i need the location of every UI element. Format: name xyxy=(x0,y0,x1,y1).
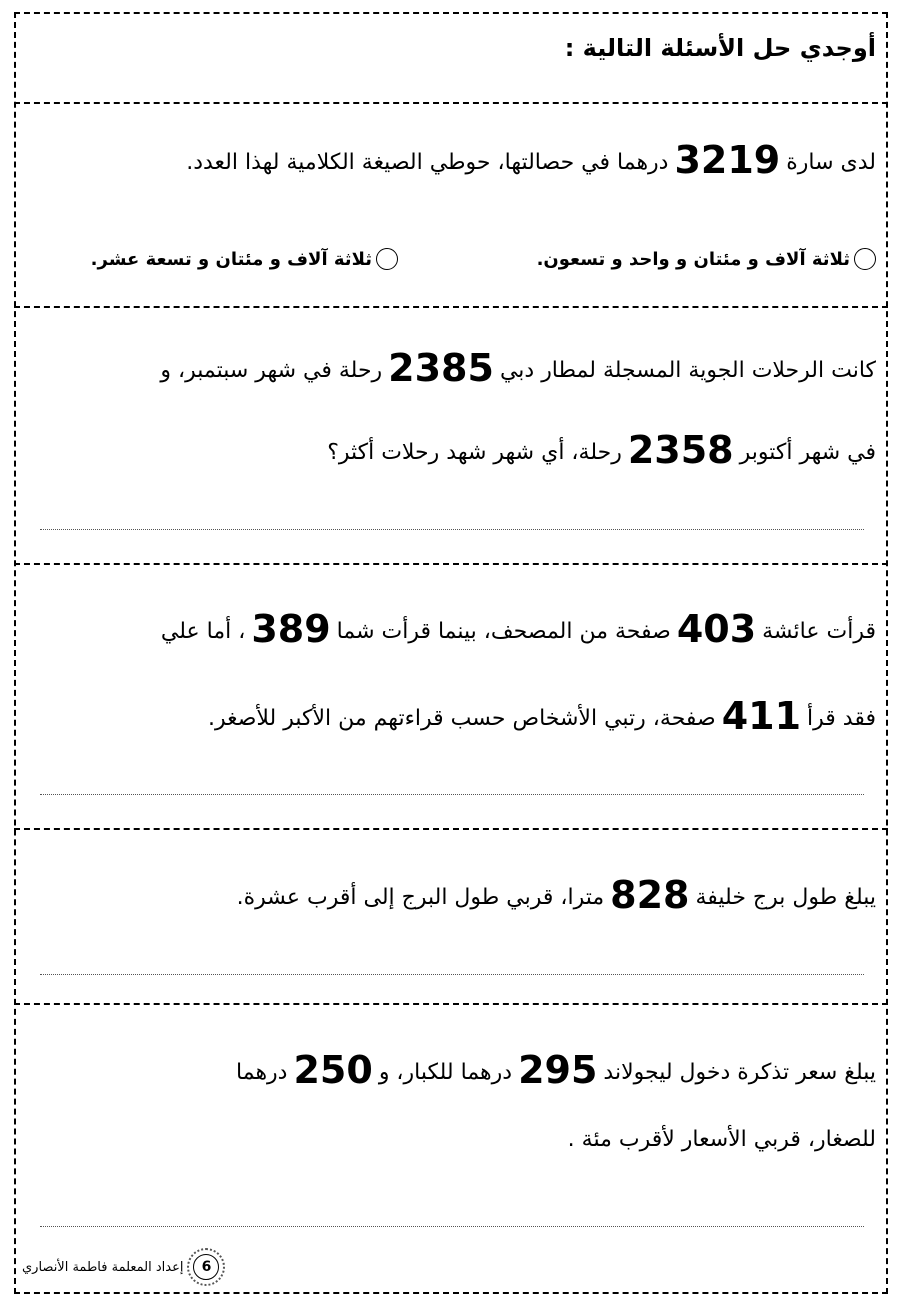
answer-line[interactable] xyxy=(40,974,864,975)
q2-text: كانت الرحلات الجوية المسجلة لمطار دبي xyxy=(499,358,876,383)
section-divider xyxy=(14,1003,888,1005)
q3-text: ، أما علي xyxy=(160,619,246,644)
question-3-line-1 xyxy=(161,609,876,652)
q2-number-september: 2385 xyxy=(388,346,494,390)
page-number: 6 xyxy=(193,1254,219,1280)
q5-text: درهما xyxy=(236,1060,288,1085)
answer-line[interactable] xyxy=(40,529,864,530)
section-divider xyxy=(14,102,888,104)
answer-line[interactable] xyxy=(40,1226,864,1227)
q3-number-shamma: 389 xyxy=(251,607,331,651)
q1-number: 3219 xyxy=(674,138,781,182)
question-5 xyxy=(30,1024,876,1234)
question-4-text xyxy=(237,875,876,918)
page-number-badge xyxy=(187,1248,225,1286)
answer-line[interactable] xyxy=(40,794,864,795)
author-credit: إعداد المعلمة فاطمة الأنصاري xyxy=(22,1259,184,1275)
q2-number-october: 2358 xyxy=(627,428,734,472)
q3-number-aisha: 403 xyxy=(676,607,757,651)
q3-text: صفحة من المصحف، بينما قرأت شما xyxy=(336,619,671,644)
radio-option-a[interactable] xyxy=(854,248,876,270)
q2-text: رحلة في شهر سبتمبر، و xyxy=(160,358,383,383)
q4-number: 828 xyxy=(610,873,690,917)
q5-number-adult: 295 xyxy=(518,1048,598,1092)
q2-text: رحلة، أي شهر شهد رحلات أكثر؟ xyxy=(327,440,622,465)
question-2 xyxy=(30,326,876,556)
question-1-text xyxy=(186,140,876,183)
q4-text: يبلغ طول برج خليفة xyxy=(695,885,876,910)
section-divider xyxy=(14,306,888,308)
q1-options xyxy=(30,248,876,288)
heading-text: أوجدي حل الأسئلة التالية : xyxy=(564,34,876,62)
q4-text: مترا، قربي طول البرج إلى أقرب عشرة. xyxy=(236,885,605,910)
q3-number-ali: 411 xyxy=(721,694,802,738)
question-3 xyxy=(30,584,876,824)
page-footer xyxy=(22,1248,225,1286)
option-a-label: ثلاثة آلاف و مئتان و واحد و تسعون. xyxy=(536,248,850,270)
q1-text-before: لدى سارة xyxy=(786,150,876,175)
question-3-line-2 xyxy=(208,696,876,739)
question-5-line-2: للصغار، قربي الأسعار لأقرب مئة . xyxy=(567,1127,876,1152)
section-divider xyxy=(14,828,888,830)
question-2-line-1 xyxy=(160,348,876,391)
question-1 xyxy=(30,140,876,290)
question-4 xyxy=(30,850,876,1000)
q1-text-after: درهما في حصالتها، حوطي الصيغة الكلامية لهذا العدد. xyxy=(186,150,669,175)
option-b[interactable] xyxy=(91,248,398,270)
worksheet-heading xyxy=(30,34,876,78)
q3-text: صفحة، رتبي الأشخاص حسب قراءتهم من الأكبر للأصغر. xyxy=(207,706,716,731)
question-2-line-2 xyxy=(327,430,876,473)
q5-text: يبلغ سعر تذكرة دخول ليجولاند xyxy=(603,1060,876,1085)
q5-text: درهما للكبار، و xyxy=(378,1060,513,1085)
q3-text: فقد قرأ xyxy=(807,706,876,731)
option-a[interactable] xyxy=(537,248,876,270)
q3-text: قرأت عائشة xyxy=(762,619,876,644)
radio-option-b[interactable] xyxy=(376,248,398,270)
section-divider xyxy=(14,563,888,565)
q2-text: في شهر أكتوبر xyxy=(739,440,876,465)
q5-number-child: 250 xyxy=(293,1048,373,1092)
option-b-label: ثلاثة آلاف و مئتان و تسعة عشر. xyxy=(90,248,372,270)
question-5-line-1 xyxy=(236,1050,876,1093)
